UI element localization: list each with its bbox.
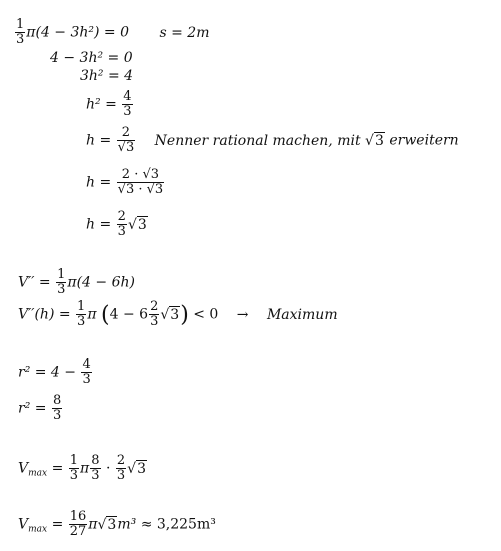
- fraction: $\frac{16}{27}$: [69, 509, 87, 539]
- equation-line-6: h = $\frac{2 \cdot √3}{√3 \cdot √3}$: [86, 167, 164, 197]
- equation-line-1: [14, 18, 209, 47]
- equation-line-12: $V_{max}$ = $\frac{1}{3}$ π $\frac{8}{3}$ · $\frac{2}{3}$ √3: [18, 453, 146, 483]
- approx-result: ≈ 3,225m³: [140, 516, 216, 533]
- fraction: $\frac{2}{3}$: [117, 209, 126, 239]
- equation-line-2: 4 − 3h² = 0: [50, 50, 133, 66]
- fraction: $\frac{2}{√3}$: [117, 125, 135, 155]
- equation-line-11: r² = $\frac{8}{3}$: [18, 393, 62, 423]
- fraction: $\frac{1}{3}$: [57, 267, 66, 297]
- fraction: $\frac{8}{3}$: [91, 453, 100, 483]
- given-value: s = 2m: [159, 24, 210, 41]
- annotation-note: Nenner rational machen, mit: [154, 132, 361, 149]
- fraction: $\frac{1}{3}$: [16, 17, 25, 47]
- equation-line-13: $V_{max}$ = $\frac{16}{27}$ π√3m³ ≈ 3,225m³: [18, 509, 216, 539]
- equation-line-3: 3h² = 4: [80, 68, 134, 84]
- equation-text: π(4 − 3h²) = 0: [26, 24, 130, 41]
- fraction: $\frac{4}{3}$: [123, 89, 132, 119]
- fraction: $\frac{4}{3}$: [82, 357, 91, 387]
- sqrt-symbol: √3: [97, 516, 117, 533]
- fraction: $\frac{2}{3}$: [116, 453, 126, 483]
- sqrt-symbol: √3: [127, 460, 146, 477]
- sqrt-symbol: √3: [160, 306, 180, 323]
- equation-line-8: V′′ = $\frac{1}{3}$ π(4 − 6h): [18, 267, 135, 297]
- equation-line-5: h = $\frac{2}{√3}$ Nenner rational machen, mit √3 erweitern: [86, 125, 459, 155]
- sqrt-symbol: √3: [127, 216, 147, 233]
- equation-line-10: r² = 4 − $\frac{4}{3}$: [18, 357, 91, 387]
- fraction: $\frac{2}{3}$: [150, 299, 159, 329]
- equation-line-4: h² = $\frac{4}{3}$: [86, 89, 132, 119]
- equation-line-7: h = $\frac{2}{3}$ √3: [86, 209, 147, 239]
- equation-line-9: V′′(h) = $\frac{1}{3}$ π (4 − 6 $\frac{2}{3}$ √3) < 0 → Maximum: [18, 299, 338, 329]
- fraction: $\frac{1}{3}$: [69, 453, 79, 483]
- result-label: Maximum: [266, 306, 338, 323]
- fraction: $\frac{1}{3}$: [77, 299, 86, 329]
- sqrt-symbol: √3: [365, 132, 384, 149]
- fraction: $\frac{8}{3}$: [52, 393, 62, 423]
- arrow-symbol: →: [236, 306, 249, 323]
- fraction: $\frac{2 \cdot √3}{√3 \cdot √3}$: [117, 167, 164, 197]
